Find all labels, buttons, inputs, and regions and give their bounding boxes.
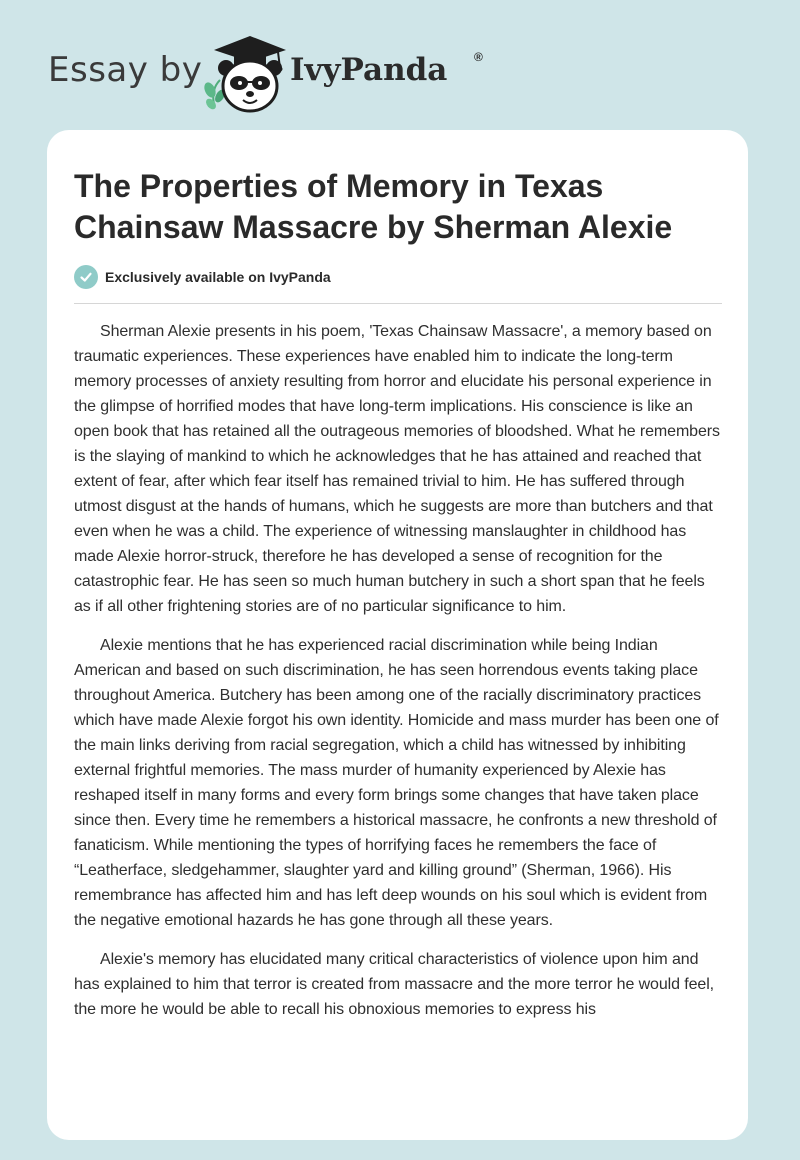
paragraph-1: Sherman Alexie presents in his poem, 'Texas Chainsaw Massacre', a memory based on traumatic experiences. These experiences have enabled him to indicate the long-term memory processes of anxiety resulting from horror and elucidate his personal experience in the glimpse of horrified modes that have long-term implications. His conscience is like an open book that has retained all the outrageous memories of bloodshed. What he remembers is the slaying of mankind to which he acknowledges that he has attained and reached that extent of fear, after which fear itself has remained trivial to him. He has suffered through utmost disgust at the hands of humans, which he suggests are more than butchers and that even when he was a child. The experience of witnessing manslaughter in childhood has made Alexie horror-struck, therefore he has developed a sense of recognition for the catastrophic fear. He has seen so much human butchery in such a short span that he feels as if all other frightening stories are of no particular significance to him. [74, 323, 720, 615]
essay-body [74, 319, 722, 1129]
registered-mark: ® [474, 50, 483, 64]
panda-logo-icon[interactable] [200, 34, 290, 114]
page-title: The Properties of Memory in Texas Chainsaw Massacre by Sherman Alexie [74, 168, 673, 245]
exclusive-badge [74, 264, 331, 290]
check-icon [74, 265, 98, 289]
paragraph-3: Alexie's memory has elucidated many critical characteristics of violence upon him and has explained to him that terror is created from massacre and the more terror he would feel, the more he would be able to recall his obnoxious memories to express his [74, 951, 714, 1018]
essay-by-label: Essay by [48, 50, 203, 90]
exclusive-badge-label: Exclusively available on IvyPanda [105, 269, 331, 285]
site-header [0, 0, 800, 130]
paragraph-2: Alexie mentions that he has experienced racial discrimination while being Indian American and based on such discrimination, he has seen horrendous events taking place throughout America. Butchery has been among one of the racially discriminatory practices which have made Alexie forgot his own identity. Homicide and mass murder has been one of the main links deriving from racial segregation, which a child has witnessed by inhibiting external frightful memories. The mass murder of humanity experienced by Alexie has reshaped itself in many forms and every form brings some changes that have taken place since then. Every time he remembers a historical massacre, he confronts a new threshold of fanaticism. While mentioning the types of horrifying faces he remembers the face of “Leatherface, sledgehammer, slaughter yard and killing ground” (Sherman, 1966). His remembrance has affected him and has left deep wounds on his soul which is evident from the negative emotional hazards he has gone through all these years. [74, 637, 719, 929]
essay-card [47, 130, 748, 1140]
brand-name[interactable]: IvyPanda [290, 52, 448, 88]
divider [74, 303, 722, 304]
